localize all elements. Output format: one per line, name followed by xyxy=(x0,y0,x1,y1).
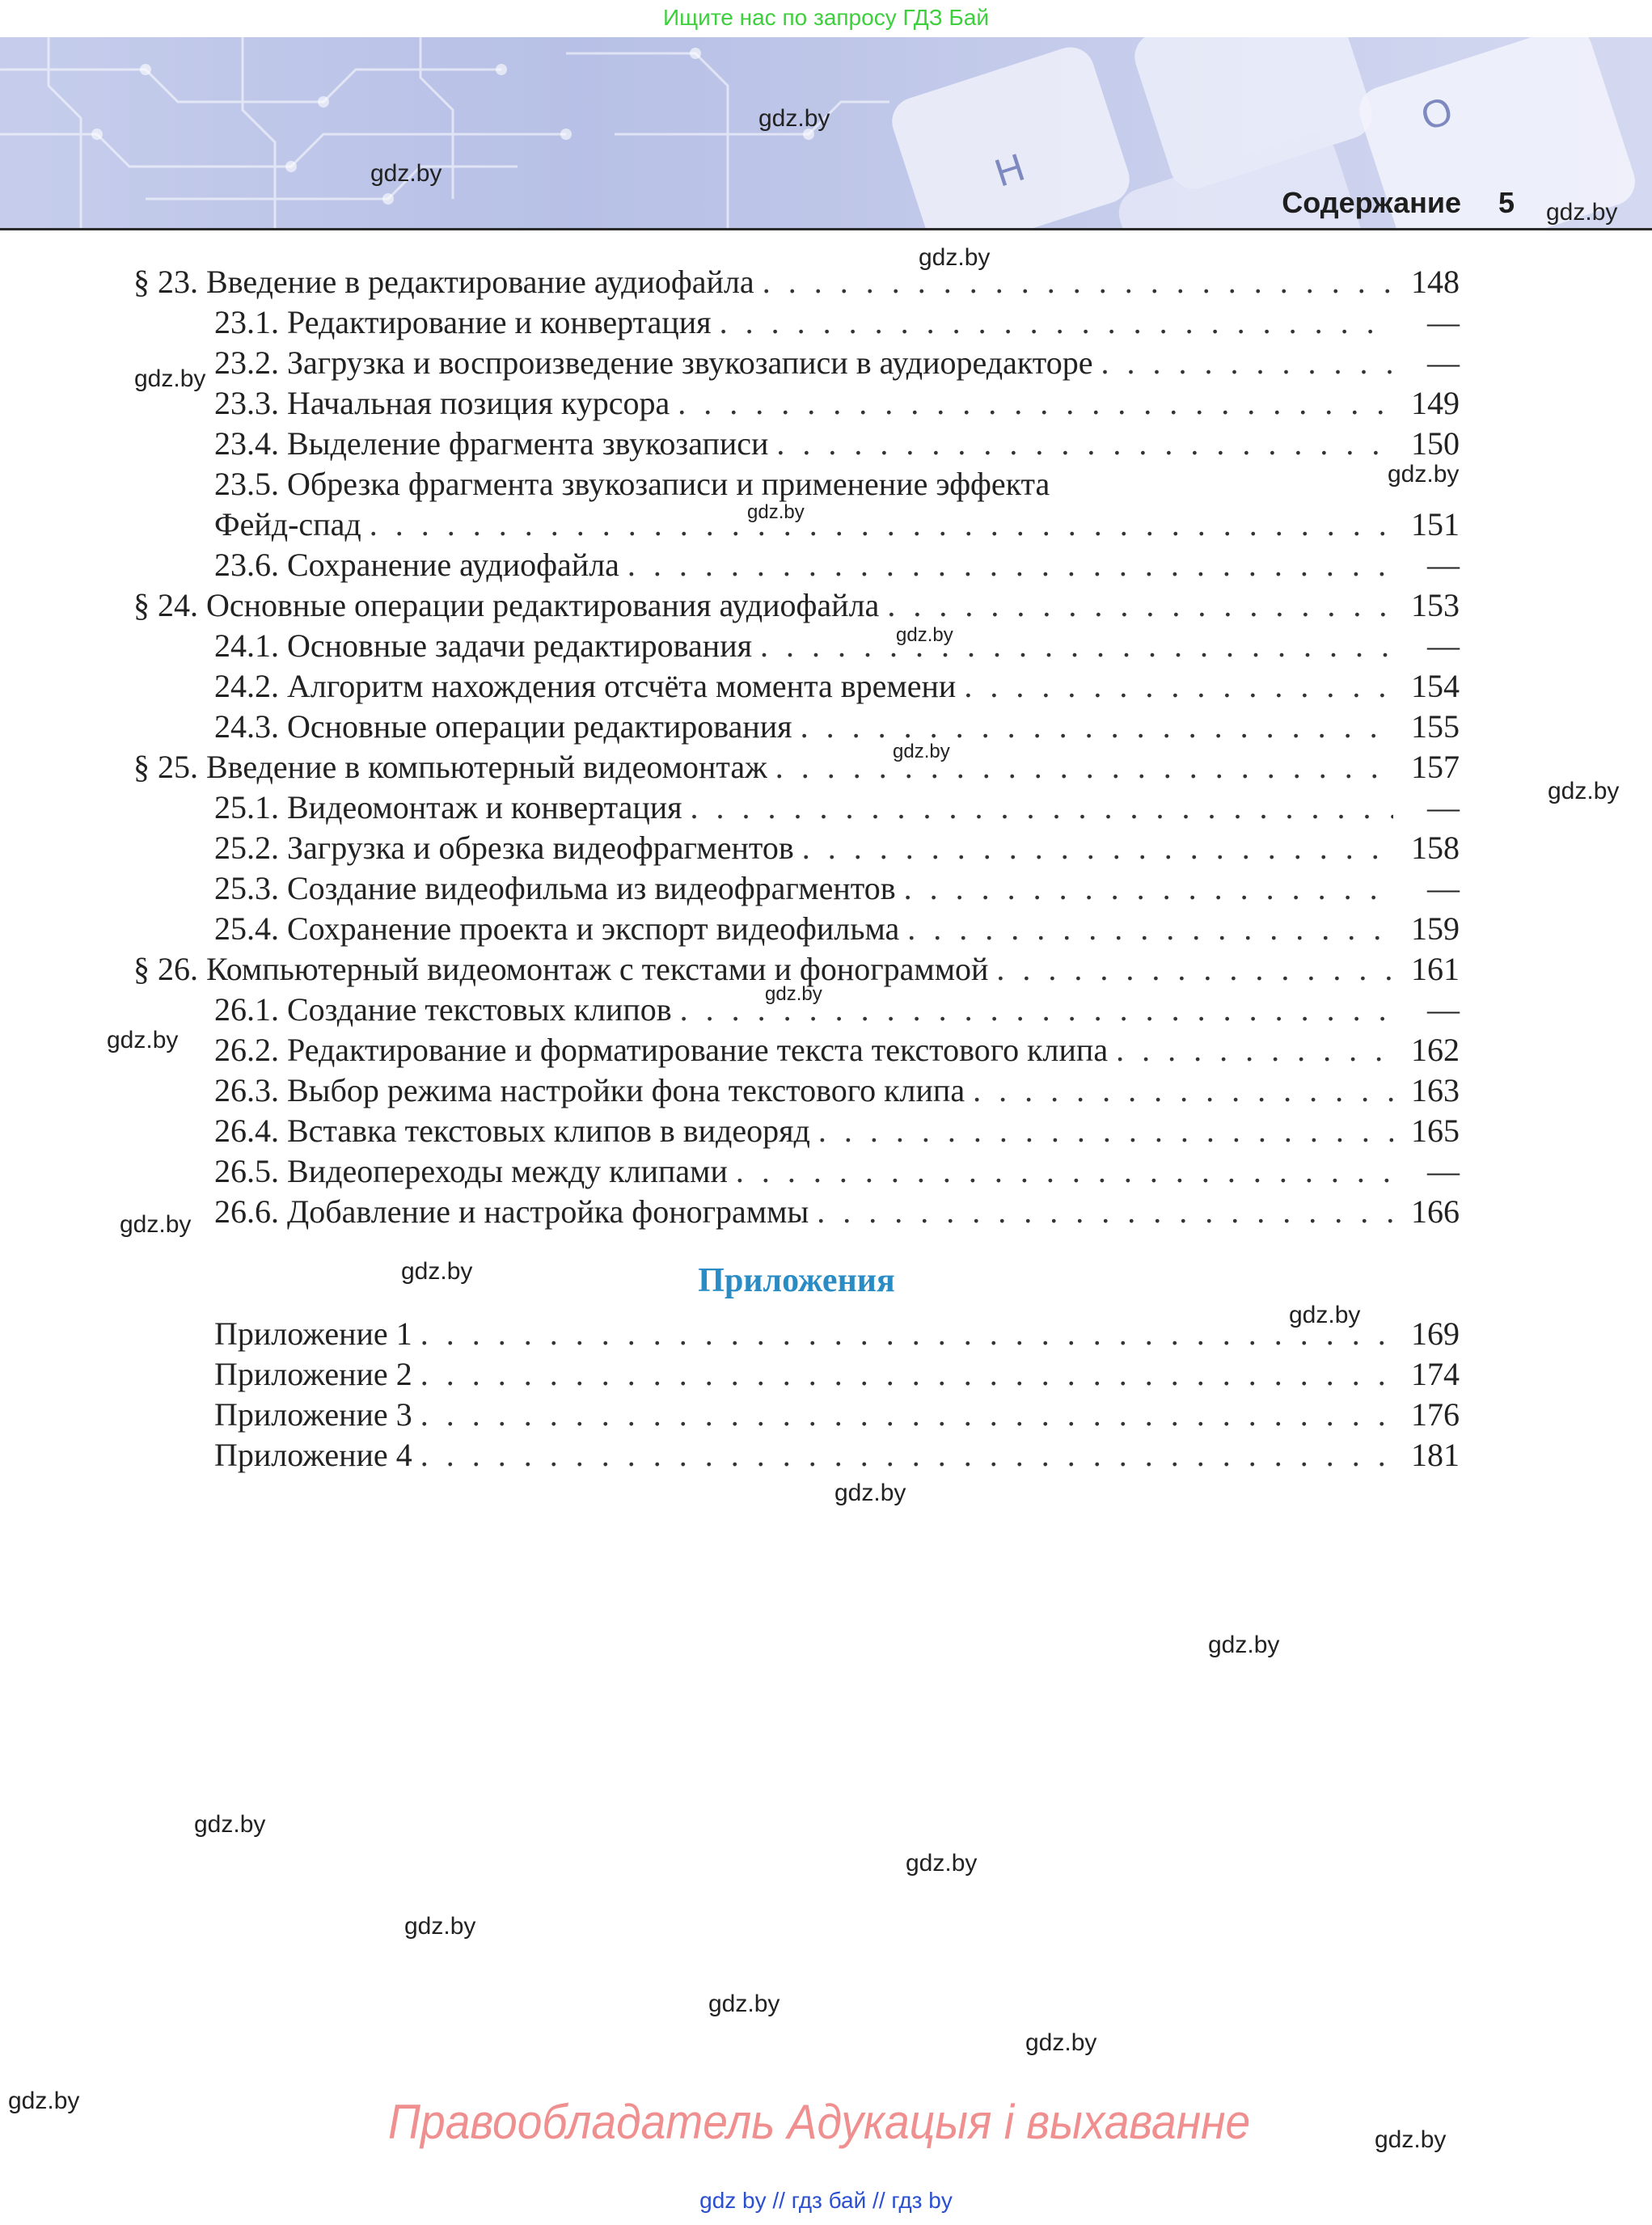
toc-entry-number: 23.1. xyxy=(214,304,279,340)
toc-entry-title: Начальная позиция курсора xyxy=(287,385,670,421)
toc-entry-title: Введение в редактирование аудиофайла xyxy=(206,264,754,300)
toc-entry-page: 163 xyxy=(1411,1072,1460,1108)
toc-entry-number: 25.2. xyxy=(214,830,279,866)
toc-entry-title: Компьютерный видеомонтаж с текстами и фонограммой xyxy=(206,951,989,987)
dot-leader xyxy=(720,302,1393,343)
watermark: gdz.by xyxy=(107,1027,179,1053)
watermark: gdz.by xyxy=(370,160,442,187)
toc-entry-page: — xyxy=(1427,304,1460,340)
toc-entry-number: 25.4. xyxy=(214,910,279,947)
toc-entry-number: 26.1. xyxy=(214,991,279,1028)
copyright-notice: Правообладатель Адукацыя і выхаванне xyxy=(388,2095,1251,2149)
toc-entry-page: — xyxy=(1427,344,1460,381)
toc-entry-title: Обрезка фрагмента звукозаписи и применение эффекта xyxy=(287,466,1050,502)
toc-entry-page: 158 xyxy=(1411,830,1460,866)
toc-entry-title: Видеопереходы между клипами xyxy=(287,1153,728,1189)
svg-text:Н: Н xyxy=(990,146,1030,196)
toc-entry-page: 153 xyxy=(1411,587,1460,623)
toc-entry-page: — xyxy=(1427,789,1460,825)
dot-leader xyxy=(802,828,1393,868)
toc-entry-title: Создание видеофильма из видеофрагментов xyxy=(287,870,896,906)
dot-leader xyxy=(801,707,1393,747)
dot-leader xyxy=(775,747,1393,787)
toc-entry-title: Основные задачи редактирования xyxy=(287,627,752,664)
toc-entry-title: Сохранение проекта и экспорт видеофильма xyxy=(287,910,900,947)
toc-entry-page: — xyxy=(1427,991,1460,1028)
toc-entry-page: 162 xyxy=(1411,1032,1460,1068)
toc-entry[interactable] xyxy=(214,464,1460,505)
toc-entry-number: 26.5. xyxy=(214,1153,279,1189)
running-header-page-number: 5 xyxy=(1498,186,1515,219)
top-notice: Ищите нас по запросу ГДЗ Бай xyxy=(662,5,990,30)
toc-entry-number: 25.3. xyxy=(214,870,279,906)
toc-entry[interactable] xyxy=(214,545,1460,585)
watermark: gdz.by xyxy=(1548,778,1620,804)
toc-entry-number: § 25. xyxy=(133,749,198,785)
appendix-entry-page: 174 xyxy=(1411,1356,1460,1392)
toc-entry[interactable] xyxy=(214,1151,1460,1192)
toc-entry-number: 23.6. xyxy=(214,547,279,583)
toc-entry-number: 26.6. xyxy=(214,1193,279,1230)
toc-entry-title: Выделение фрагмента звукозаписи xyxy=(287,425,769,462)
toc-entry-page: 148 xyxy=(1411,264,1460,300)
toc-entry-title: Редактирование и форматирование текста текстового клипа xyxy=(287,1032,1109,1068)
dot-leader xyxy=(763,262,1393,302)
dot-leader xyxy=(964,666,1393,707)
watermark: gdz.by xyxy=(120,1211,192,1238)
toc-entry-title: Редактирование и конвертация xyxy=(287,304,712,340)
dot-leader xyxy=(973,1070,1393,1111)
toc-entry-page: 165 xyxy=(1411,1112,1460,1149)
watermark: gdz.by xyxy=(896,624,953,646)
watermark: gdz.by xyxy=(134,365,206,392)
toc-entry-number: 23.5. xyxy=(214,466,279,502)
watermark: gdz.by xyxy=(919,244,991,271)
toc-entry[interactable] xyxy=(214,828,1460,868)
dot-leader xyxy=(420,1354,1393,1395)
appendix-entry-title: Приложение 2 xyxy=(214,1356,412,1392)
dot-leader xyxy=(817,1192,1393,1232)
appendix-entry-title: Приложение 3 xyxy=(214,1396,412,1433)
footer-links[interactable]: gdz by // гдз бай // гдз by xyxy=(699,2188,953,2213)
watermark: gdz.by xyxy=(765,983,822,1005)
dot-leader xyxy=(691,787,1393,828)
appendix-entry[interactable] xyxy=(214,1435,1460,1476)
toc-entry[interactable] xyxy=(214,1070,1460,1111)
dot-leader xyxy=(420,1314,1393,1354)
toc-entry-number: 23.4. xyxy=(214,425,279,462)
toc-entry-number: 25.1. xyxy=(214,789,279,825)
dot-leader xyxy=(370,505,1393,545)
dot-leader xyxy=(776,424,1393,464)
toc-entry-number: § 24. xyxy=(133,587,198,623)
appendix-heading: Приложения xyxy=(698,1262,895,1299)
toc-entry-number: 26.4. xyxy=(214,1112,279,1149)
running-header-title: Содержание xyxy=(1282,186,1461,219)
toc-entry-title: Создание текстовых клипов xyxy=(287,991,672,1028)
watermark: gdz.by xyxy=(747,501,805,523)
toc-entry-page: — xyxy=(1427,1153,1460,1189)
toc-entry[interactable] xyxy=(214,1192,1460,1232)
toc-entry-title: Сохранение аудиофайла xyxy=(287,547,619,583)
dot-leader xyxy=(627,545,1393,585)
toc-entry-title: Видеомонтаж и конвертация xyxy=(287,789,682,825)
toc-entry-number: § 26. xyxy=(133,951,198,987)
toc-entry-title: Введение в компьютерный видеомонтаж xyxy=(206,749,767,785)
toc-entry[interactable] xyxy=(133,262,1460,302)
header-rule xyxy=(0,228,1652,230)
dot-leader xyxy=(996,949,1393,990)
dot-leader xyxy=(1116,1030,1393,1070)
toc-entry-page: — xyxy=(1427,870,1460,906)
dot-leader xyxy=(678,383,1393,424)
toc-entry[interactable] xyxy=(214,666,1460,707)
toc-entry[interactable] xyxy=(133,585,1460,626)
appendix-entry-title: Приложение 4 xyxy=(214,1437,412,1473)
toc-entry-page: 159 xyxy=(1411,910,1460,947)
toc-entry-title: Алгоритм нахождения отсчёта момента времени xyxy=(287,668,957,704)
toc-entry[interactable] xyxy=(214,383,1460,424)
toc-entry-page: 166 xyxy=(1411,1193,1460,1230)
appendix-entry-title: Приложение 1 xyxy=(214,1315,412,1352)
watermark: gdz.by xyxy=(401,1258,473,1285)
toc-entry[interactable] xyxy=(214,1030,1460,1070)
toc-entry-number: 23.3. xyxy=(214,385,279,421)
toc-entry-number: 23.2. xyxy=(214,344,279,381)
toc-entry-page: 157 xyxy=(1411,749,1460,785)
toc-entry-title: Загрузка и воспроизведение звукозаписи в аудиоредакторе xyxy=(287,344,1093,381)
dot-leader xyxy=(818,1111,1393,1151)
toc-entry-page: — xyxy=(1427,547,1460,583)
watermark: gdz.by xyxy=(1025,2029,1097,2056)
toc-entry-title: Основные операции редактирования xyxy=(287,708,792,745)
dot-leader xyxy=(1101,343,1393,383)
watermark: gdz.by xyxy=(906,1850,978,1877)
toc-entry[interactable] xyxy=(214,990,1460,1030)
toc-entry-title: Основные операции редактирования аудиофайла xyxy=(206,587,880,623)
watermark: gdz.by xyxy=(1546,199,1618,226)
toc-entry-number: 26.2. xyxy=(214,1032,279,1068)
toc-entry[interactable] xyxy=(214,626,1460,666)
dot-leader xyxy=(907,909,1393,949)
toc-entry-number: § 23. xyxy=(133,264,198,300)
watermark: gdz.by xyxy=(1208,1632,1280,1658)
watermark: gdz.by xyxy=(8,2088,80,2114)
toc-entry-number: 26.3. xyxy=(214,1072,279,1108)
dot-leader xyxy=(736,1151,1393,1192)
toc-entry-number: 24.1. xyxy=(214,627,279,664)
toc-entry-number: 24.3. xyxy=(214,708,279,745)
appendix-entry-page: 181 xyxy=(1411,1437,1460,1473)
toc-entry[interactable] xyxy=(214,343,1460,383)
toc-entry-title: Выбор режима настройки фона текстового клипа xyxy=(287,1072,965,1108)
watermark: gdz.by xyxy=(1289,1302,1361,1328)
watermark: gdz.by xyxy=(1375,2126,1447,2153)
toc-entry-number: 24.2. xyxy=(214,668,279,704)
watermark: gdz.by xyxy=(758,105,830,132)
dot-leader xyxy=(420,1395,1393,1435)
toc-entry[interactable] xyxy=(214,424,1460,464)
appendix-entry[interactable] xyxy=(214,1314,1460,1354)
watermark: gdz.by xyxy=(404,1913,476,1940)
toc-entry[interactable] xyxy=(214,1111,1460,1151)
dot-leader xyxy=(904,868,1393,909)
toc-entry-page: 149 xyxy=(1411,385,1460,421)
appendix-entry[interactable] xyxy=(214,1354,1460,1395)
toc-entry-continuation[interactable] xyxy=(214,505,1460,545)
toc-entry-page: 155 xyxy=(1411,708,1460,745)
svg-text:О: О xyxy=(1416,89,1458,140)
watermark: gdz.by xyxy=(194,1811,266,1838)
dot-leader xyxy=(420,1435,1393,1476)
toc-entry-page: 150 xyxy=(1411,425,1460,462)
watermark: gdz.by xyxy=(893,741,950,762)
toc-entry[interactable] xyxy=(214,868,1460,909)
appendix-entry[interactable] xyxy=(214,1395,1460,1435)
watermark: gdz.by xyxy=(708,1991,780,2017)
toc-entry-title: Вставка текстовых клипов в видеоряд xyxy=(287,1112,810,1149)
toc-entry-title: Фейд-спад xyxy=(214,506,361,543)
toc-entry[interactable] xyxy=(214,302,1460,343)
toc-entry[interactable] xyxy=(214,909,1460,949)
dot-leader xyxy=(887,585,1393,626)
toc-entry[interactable] xyxy=(214,787,1460,828)
dot-leader xyxy=(760,626,1393,666)
watermark: gdz.by xyxy=(834,1480,906,1506)
toc-entry-page: 161 xyxy=(1411,951,1460,987)
toc-entry-page: — xyxy=(1427,627,1460,664)
appendix-entry-page: 169 xyxy=(1411,1315,1460,1352)
toc-entry-page: 151 xyxy=(1411,506,1460,543)
watermark: gdz.by xyxy=(1388,461,1460,488)
toc-entry-title: Загрузка и обрезка видеофрагментов xyxy=(287,830,794,866)
appendix-entry-page: 176 xyxy=(1411,1396,1460,1433)
toc-entry[interactable] xyxy=(133,747,1460,787)
toc-entry-title: Добавление и настройка фонограммы xyxy=(287,1193,809,1230)
toc-entry[interactable] xyxy=(214,707,1460,747)
toc-entry-page: 154 xyxy=(1411,668,1460,704)
